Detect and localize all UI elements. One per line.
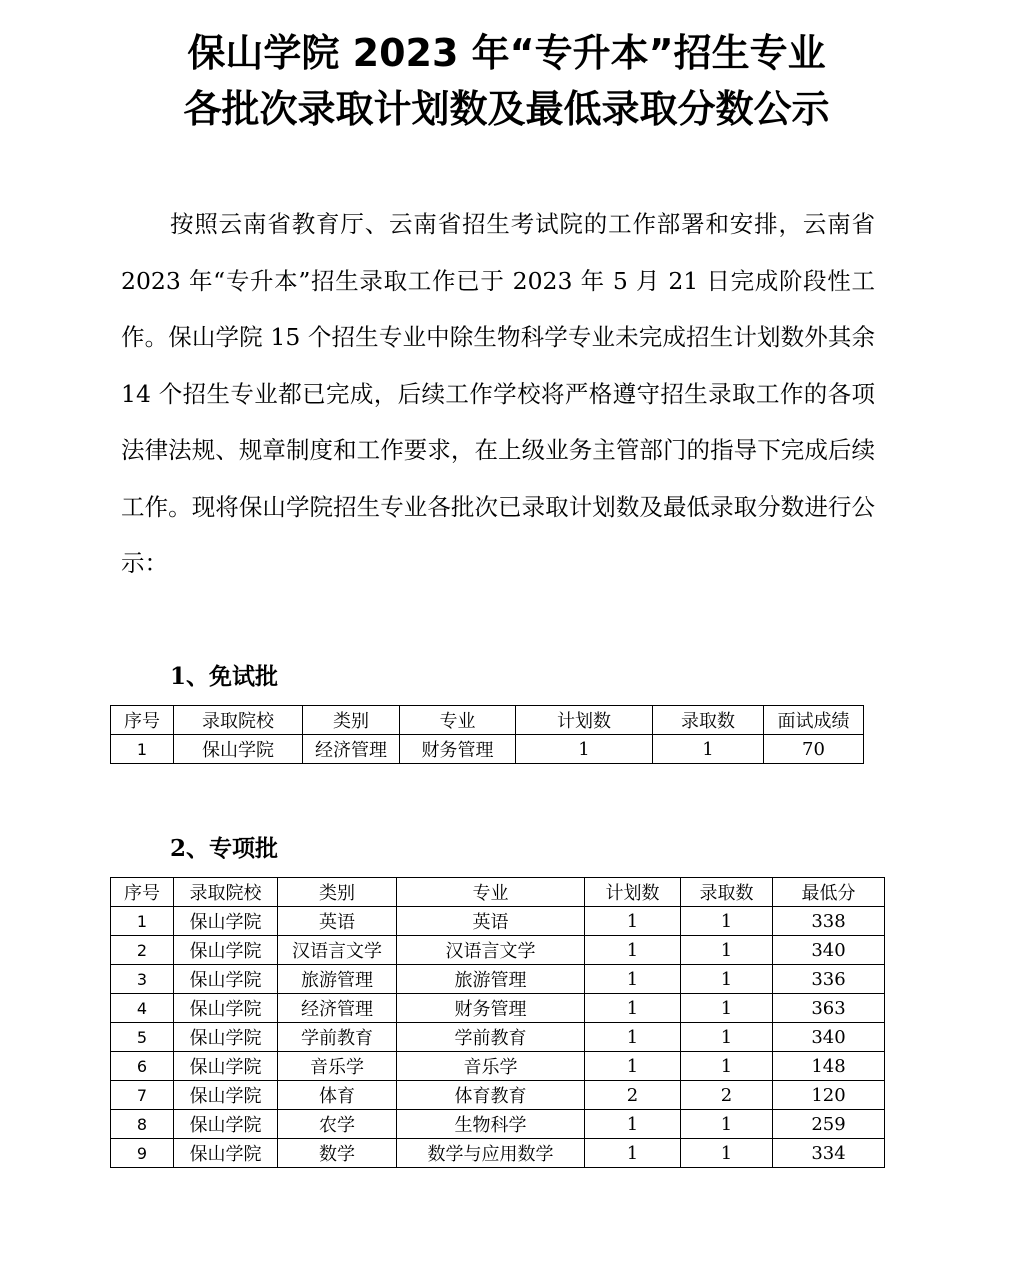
table-cell: 338: [773, 907, 885, 936]
table-cell: 2: [111, 936, 174, 965]
table-header-row: [111, 878, 885, 907]
document-title-line-1: 保山学院 2023 年“专升本”招生专业: [187, 31, 826, 75]
column-header: 序号: [111, 706, 174, 735]
table-cell: 1: [681, 1052, 773, 1081]
table-cell: 保山学院: [174, 994, 278, 1023]
table-cell: 1: [585, 1052, 681, 1081]
table-cell: 1: [681, 907, 773, 936]
table-cell: 保山学院: [174, 735, 303, 764]
table-row: [111, 1081, 885, 1110]
table-cell: 学前教育: [397, 1023, 585, 1052]
column-header: 录取院校: [174, 706, 303, 735]
table-cell: 148: [773, 1052, 885, 1081]
table-cell: 9: [111, 1139, 174, 1168]
table-cell: 1: [681, 965, 773, 994]
table-cell: 6: [111, 1052, 174, 1081]
table-cell: 1: [585, 907, 681, 936]
table-cell: 保山学院: [174, 965, 278, 994]
table-cell: 保山学院: [174, 1139, 278, 1168]
table-cell: 120: [773, 1081, 885, 1110]
table-row: [111, 1023, 885, 1052]
document-title-line-2: 各批次录取计划数及最低录取分数公示: [183, 87, 830, 131]
table-cell: 旅游管理: [397, 965, 585, 994]
table-cell: 生物科学: [397, 1110, 585, 1139]
table-row: [111, 1139, 885, 1168]
table-cell: 2: [681, 1081, 773, 1110]
table-cell: 音乐学: [278, 1052, 397, 1081]
table-cell: 1: [585, 965, 681, 994]
table-cell: 1: [585, 1023, 681, 1052]
table-cell: 1: [111, 907, 174, 936]
table-cell: 学前教育: [278, 1023, 397, 1052]
table-cell: 保山学院: [174, 1023, 278, 1052]
table-cell: 259: [773, 1110, 885, 1139]
table-row: [111, 907, 885, 936]
table-header: [111, 706, 864, 735]
column-header: 序号: [111, 878, 174, 907]
table-cell: 1: [585, 1110, 681, 1139]
table-cell: 5: [111, 1023, 174, 1052]
table-cell: 7: [111, 1081, 174, 1110]
table-cell: 数学: [278, 1139, 397, 1168]
table-cell: 财务管理: [397, 994, 585, 1023]
table-cell: 1: [516, 735, 653, 764]
table-header: [111, 878, 885, 907]
table-header-row: [111, 706, 864, 735]
table-cell: 英语: [397, 907, 585, 936]
special-batch-table: [110, 877, 885, 1168]
section-heading-exempt-batch: 1、免试批: [170, 663, 279, 690]
table-cell: 保山学院: [174, 907, 278, 936]
table-cell: 音乐学: [397, 1052, 585, 1081]
column-header: 录取院校: [174, 878, 278, 907]
table-cell: 1: [681, 936, 773, 965]
table-cell: 1: [681, 1023, 773, 1052]
column-header: 面试成绩: [764, 706, 864, 735]
table-cell: 340: [773, 1023, 885, 1052]
table-body: [111, 907, 885, 1168]
table-row: [111, 1052, 885, 1081]
table-cell: 8: [111, 1110, 174, 1139]
table-cell: 体育教育: [397, 1081, 585, 1110]
table-cell: 1: [681, 994, 773, 1023]
table-cell: 汉语言文学: [397, 936, 585, 965]
table-row: [111, 965, 885, 994]
column-header: 专业: [397, 878, 585, 907]
table-cell: 3: [111, 965, 174, 994]
table-cell: 1: [585, 994, 681, 1023]
column-header: 计划数: [516, 706, 653, 735]
column-header: 录取数: [681, 878, 773, 907]
intro-paragraph: 按照云南省教育厅、云南省招生考试院的工作部署和安排，云南省 2023 年“专升本”招生录取工作已于 2023 年 5 月 21 日完成阶段性工作。保山学院 15 个招生专业中除生物科学专业未完成招生计划数外其余 14 个招生专业都已完成，后续工作学校将严格遵守招生录取工作的各项法律法规、规章制度和工作要求，在上级业务主管部门的指导下完成后续工作。现将保山学院招生专业各批次已录取计划数及最低录取分数进行公示：: [121, 210, 875, 577]
table-cell: 保山学院: [174, 1052, 278, 1081]
table-cell: 体育: [278, 1081, 397, 1110]
table-cell: 4: [111, 994, 174, 1023]
table-cell: 英语: [278, 907, 397, 936]
table-row: [111, 936, 885, 965]
table-cell: 1: [681, 1139, 773, 1168]
table-cell: 1: [681, 1110, 773, 1139]
table-cell: 旅游管理: [278, 965, 397, 994]
table-cell: 1: [585, 1139, 681, 1168]
table-cell: 农学: [278, 1110, 397, 1139]
table-cell: 1: [653, 735, 764, 764]
column-header: 计划数: [585, 878, 681, 907]
table-row: [111, 735, 864, 764]
table-cell: 1: [111, 735, 174, 764]
table-cell: 保山学院: [174, 936, 278, 965]
column-header: 类别: [303, 706, 400, 735]
table-row: [111, 994, 885, 1023]
table-cell: 2: [585, 1081, 681, 1110]
table-cell: 数学与应用数学: [397, 1139, 585, 1168]
column-header: 最低分: [773, 878, 885, 907]
table-cell: 334: [773, 1139, 885, 1168]
table-cell: 340: [773, 936, 885, 965]
column-header: 类别: [278, 878, 397, 907]
table-body: [111, 735, 864, 764]
table-row: [111, 1110, 885, 1139]
table-cell: 经济管理: [303, 735, 400, 764]
table-cell: 保山学院: [174, 1081, 278, 1110]
exempt-batch-table: [110, 705, 864, 764]
table-cell: 1: [585, 936, 681, 965]
section-heading-special-batch: 2、专项批: [170, 835, 279, 862]
table-cell: 经济管理: [278, 994, 397, 1023]
table-cell: 财务管理: [400, 735, 516, 764]
table-cell: 363: [773, 994, 885, 1023]
table-cell: 汉语言文学: [278, 936, 397, 965]
table-cell: 70: [764, 735, 864, 764]
table-cell: 336: [773, 965, 885, 994]
table-cell: 保山学院: [174, 1110, 278, 1139]
column-header: 录取数: [653, 706, 764, 735]
column-header: 专业: [400, 706, 516, 735]
